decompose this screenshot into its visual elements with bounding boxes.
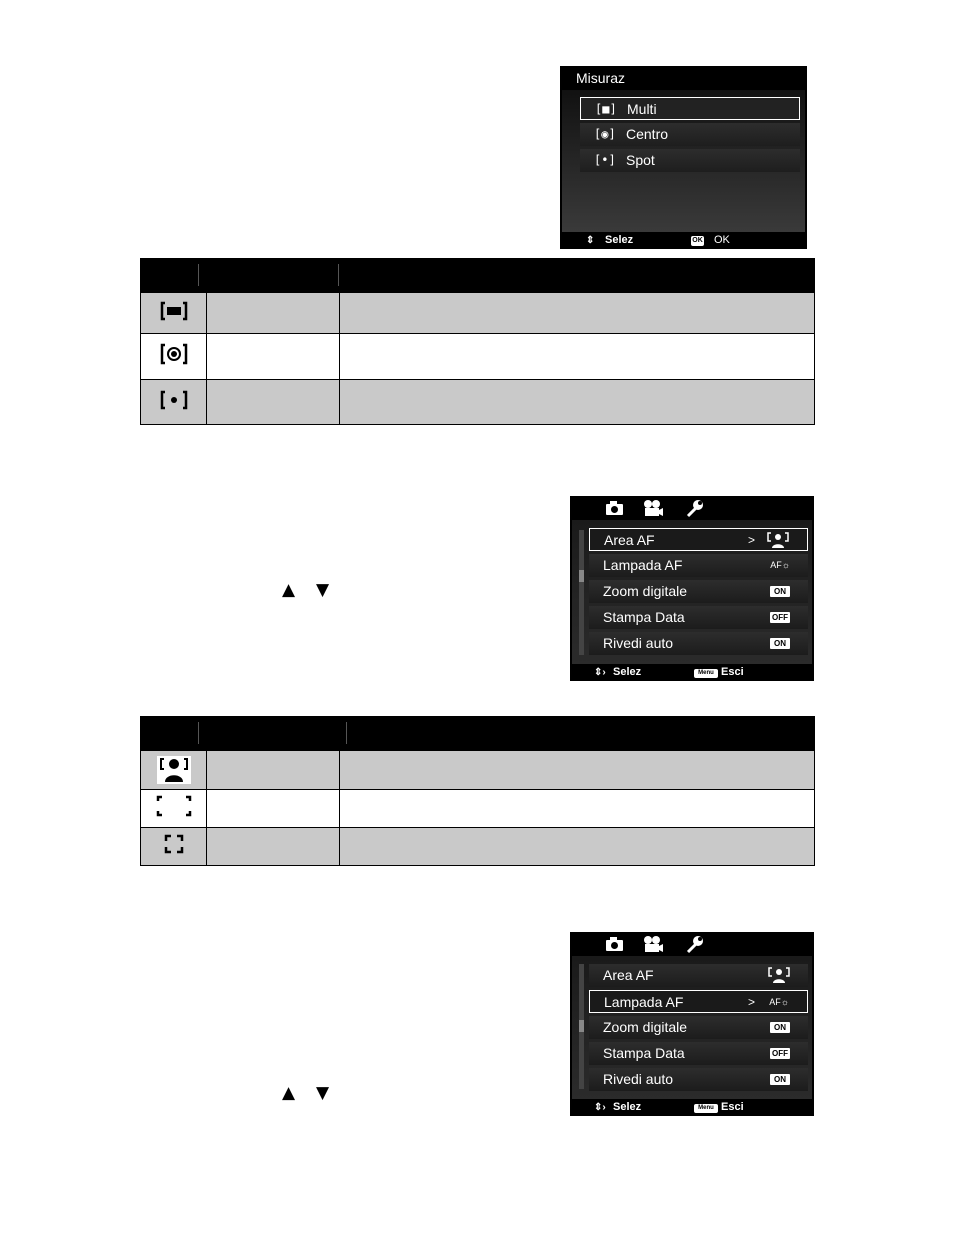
face-af-icon: [157, 756, 191, 784]
menu-row-label: Stampa Data: [603, 1045, 685, 1061]
status-badge: ON: [770, 1074, 790, 1085]
menu-row-label: Zoom digitale: [603, 583, 688, 599]
multi-metering-icon: [160, 301, 188, 321]
menu-tab-bar: [570, 496, 814, 520]
menu-row-date-stamp[interactable]: [589, 606, 808, 629]
menu-row-label: Rivedi auto: [603, 1071, 674, 1087]
movie-tab-icon[interactable]: [642, 934, 664, 954]
camera-tab-icon[interactable]: [604, 934, 626, 954]
menu-row-auto-review[interactable]: [589, 632, 808, 655]
select-hint: Selez: [613, 666, 642, 678]
center-metering-icon: [160, 343, 188, 365]
table-row: [141, 790, 815, 828]
down-arrow-icon: ▼: [316, 1083, 330, 1103]
multi-af-icon: [156, 795, 192, 817]
table-header: [141, 259, 815, 293]
center-metering-icon: [◉]: [594, 127, 616, 141]
spot-metering-icon: [•]: [594, 153, 616, 167]
status-badge: OFF: [772, 613, 788, 622]
metering-option-label: Multi: [627, 101, 657, 117]
menu-row-label: Lampada AF: [603, 557, 683, 573]
select-hint: Selez: [605, 234, 634, 246]
settings-menu-body: [572, 520, 812, 664]
metering-option-label: Spot: [626, 152, 655, 168]
spot-metering-icon: [160, 390, 188, 410]
camera-tab-icon[interactable]: [604, 498, 626, 518]
nav-arrow-icon: ⇕›: [594, 1102, 606, 1113]
down-arrow-icon: ▼: [316, 580, 330, 600]
face-af-icon: [767, 532, 789, 548]
up-arrow-icon: ▲: [282, 1083, 296, 1103]
menu-row-af-lamp[interactable]: [589, 554, 808, 577]
menu-key-icon: Menu: [694, 1099, 718, 1116]
scrollbar[interactable]: [579, 530, 584, 655]
metering-table: [140, 258, 815, 425]
settings-footer: [570, 664, 814, 681]
metering-option-center[interactable]: [580, 123, 800, 146]
af-area-screen: [570, 496, 814, 681]
table-row: [141, 334, 815, 380]
menu-row-label: Lampada AF: [604, 994, 684, 1010]
menu-row-area-af[interactable]: [589, 528, 808, 551]
menu-row-auto-review[interactable]: [589, 1068, 808, 1091]
menu-row-digital-zoom[interactable]: [589, 580, 808, 603]
status-badge: ON: [770, 1022, 790, 1033]
table-row: [141, 828, 815, 866]
menu-row-label: Zoom digitale: [603, 1019, 688, 1035]
chevron-right-icon: >: [748, 995, 756, 1009]
menu-row-af-lamp[interactable]: [589, 990, 808, 1013]
chevron-right-icon: >: [748, 533, 756, 547]
exit-hint: Esci: [721, 1101, 744, 1113]
wrench-tab-icon[interactable]: [684, 498, 706, 518]
menu-row-label: Area AF: [603, 967, 654, 983]
metering-screen: [560, 66, 807, 249]
multi-metering-icon: [■]: [595, 102, 617, 116]
status-badge: OFF: [772, 1049, 788, 1058]
table-row: [141, 293, 815, 334]
ok-hint: OK: [714, 234, 730, 246]
af-lamp-icon: AF☼: [770, 560, 790, 570]
select-hint: Selez: [613, 1101, 642, 1113]
settings-footer: [570, 1099, 814, 1116]
table-header: [141, 717, 815, 751]
status-badge: ON: [770, 638, 790, 649]
settings-menu-body: [572, 956, 812, 1099]
table-row: [141, 751, 815, 790]
nav-arrow-icon: ⇕: [586, 235, 595, 246]
metering-option-multi[interactable]: [580, 97, 800, 120]
movie-tab-icon[interactable]: [642, 498, 664, 518]
ok-key-icon: OK: [692, 237, 703, 244]
status-badge: ON: [770, 586, 790, 597]
exit-hint: Esci: [721, 666, 744, 678]
center-af-icon: [163, 833, 185, 855]
af-lamp-icon: AF☼: [769, 997, 789, 1007]
metering-menu-body: [562, 90, 805, 232]
metering-option-spot[interactable]: [580, 149, 800, 172]
menu-row-label: Stampa Data: [603, 609, 685, 625]
table-row: [141, 380, 815, 425]
menu-key-icon: Menu: [694, 664, 718, 681]
nav-arrow-icon: ⇕›: [594, 667, 606, 678]
menu-tab-bar: [570, 932, 814, 956]
af-area-table: [140, 716, 815, 866]
face-af-icon: [768, 967, 790, 983]
metering-option-label: Centro: [626, 126, 669, 142]
metering-footer: [560, 232, 807, 249]
menu-row-label: Area AF: [604, 532, 655, 548]
af-lamp-screen: [570, 932, 814, 1116]
metering-title: Misuraz: [576, 70, 626, 86]
menu-row-label: Rivedi auto: [603, 635, 674, 651]
menu-row-digital-zoom[interactable]: [589, 1016, 808, 1039]
menu-row-date-stamp[interactable]: [589, 1042, 808, 1065]
scrollbar[interactable]: [579, 964, 584, 1089]
up-arrow-icon: ▲: [282, 580, 296, 600]
wrench-tab-icon[interactable]: [684, 934, 706, 954]
menu-row-area-af[interactable]: [589, 964, 808, 987]
